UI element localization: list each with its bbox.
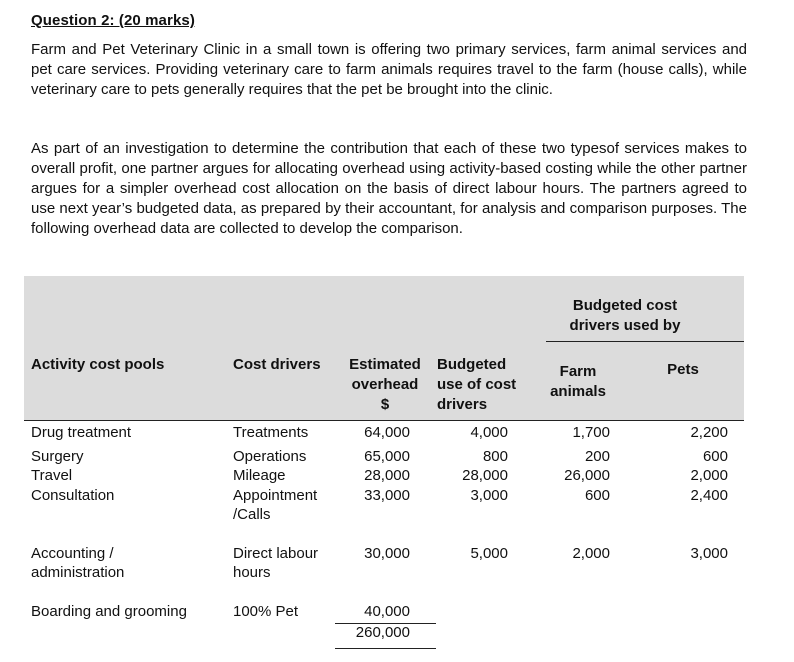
row-pool: Drug treatment [31,424,132,441]
row-pool: Surgery [31,448,84,465]
row-farm: 26,000 [564,467,610,484]
row-budgeted: 4,000 [470,424,508,441]
row-pool: Travel [31,467,73,484]
header-budgeted-line3: drivers [437,396,488,413]
group-header-line1: Budgeted cost [572,297,678,314]
row-farm: 600 [584,487,610,504]
row-pool: Consultation [31,487,115,504]
row-driver-line2: /Calls [233,506,271,523]
row-budgeted: 3,000 [470,487,508,504]
row-driver: Appointment [233,487,318,504]
row-farm: 1,700 [572,424,610,441]
row-driver: 100% Pet [233,603,299,620]
group-header-rule [546,341,744,342]
row-overhead: 33,000 [364,487,410,504]
row-budgeted: 800 [482,448,508,465]
header-budgeted-line1: Budgeted [437,356,507,373]
row-pets: 2,200 [690,424,728,441]
row-driver: Treatments [233,424,309,441]
row-pool: Accounting / [31,545,114,562]
row-pets: 2,400 [690,487,728,504]
header-overhead-line3: $ [380,396,390,413]
header-activity-cost-pools: Activity cost pools [31,356,165,373]
header-rule [24,420,744,421]
row-overhead: 28,000 [364,467,410,484]
intro-paragraph: Farm and Pet Veterinary Clinic in a small town is offering two primary services, farm animal services and pet care services. Providing veterinary care to farm animals requires travel to the farm (house calls), while veterinary care to pets generally requires that the pet be brought into the clinic. [31,41,747,98]
overhead-total: 260,000 [355,624,410,641]
row-driver: Direct labour [233,545,319,562]
header-overhead-line2: overhead [351,376,419,393]
header-pets: Pets [667,361,699,378]
row-overhead: 30,000 [364,545,410,562]
row-driver: Operations [233,448,307,465]
header-farm-line2: animals [550,383,606,400]
row-budgeted: 5,000 [470,545,508,562]
question-heading: Question 2: (20 marks) [31,12,195,29]
row-pets: 3,000 [690,545,728,562]
investigation-paragraph: As part of an investigation to determine the contribution that each of these two typesof services makes to overall profit, one partner argues for allocating overhead using activity-based costing while the other partner argues for a simpler overhead cost allocation on the basis of direct labour hours. The partners agreed to use next year’s budgeted data, as prepared by their accountant, for analysis and comparison purposes. The following overhead data are collected to develop the comparison. [31,140,747,237]
header-overhead-line1: Estimated [349,356,421,373]
row-pool: Boarding and grooming [31,603,187,620]
row-overhead: 40,000 [364,603,410,620]
row-driver: Mileage [233,467,286,484]
header-farm-line1: Farm [559,363,597,380]
header-budgeted-line2: use of cost [437,376,517,393]
group-header-line2: drivers used by [569,317,681,334]
total-rule [335,648,436,649]
row-pets: 600 [702,448,728,465]
row-pool-line2: administration [31,564,125,581]
row-overhead: 64,000 [364,424,410,441]
row-farm: 200 [584,448,610,465]
row-farm: 2,000 [572,545,610,562]
row-pets: 2,000 [690,467,728,484]
row-budgeted: 28,000 [462,467,508,484]
row-driver-line2: hours [233,564,271,581]
row-overhead: 65,000 [364,448,410,465]
header-cost-drivers: Cost drivers [233,356,321,373]
